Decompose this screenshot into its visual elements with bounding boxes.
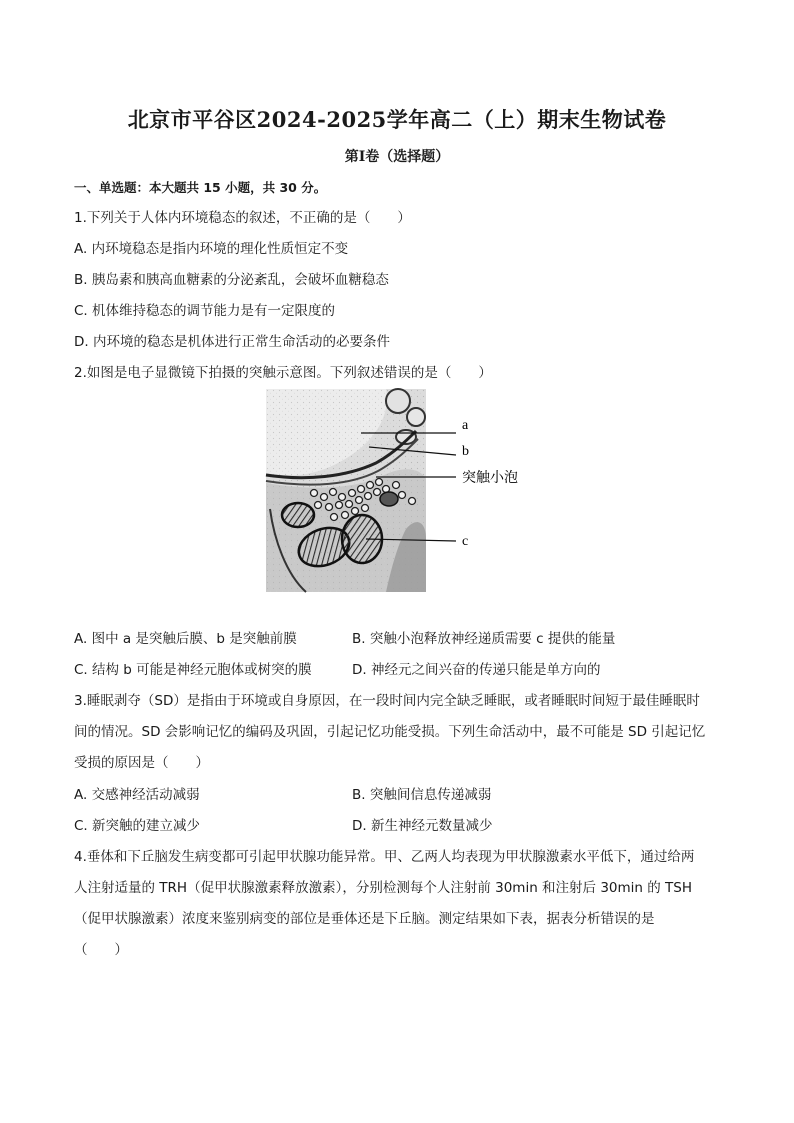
q4-stem-line-4: （ ） (74, 942, 128, 958)
q2-stem: 2.如图是电子显微镜下拍摄的突触示意图。下列叙述错误的是（ ） (74, 365, 492, 381)
exam-title: 北京市平谷区2024-2025学年高二（上）期末生物试卷 (127, 107, 667, 132)
q1-stem: 1.下列关于人体内环境稳态的叙述，不正确的是（ ） (74, 210, 411, 226)
q4-stem-line-3: （促甲状腺激素）浓度来鉴别病变的部位是垂体还是下丘脑。测定结果如下表，据表分析错误的是 (74, 911, 655, 927)
synapse-micrograph (266, 389, 518, 592)
volume-subtitle: 第I卷（选择题） (344, 149, 450, 165)
q2-option-d: D. 神经元之间兴奋的传递只能是单方向的 (352, 662, 601, 678)
q3-stem-line-3: 受损的原因是（ ） (74, 755, 209, 771)
q4-stem-line-2: 人注射适量的 TRH（促甲状腺激素释放激素），分别检测每个人注射前 30min 和注射后 30min 的 TSH (74, 880, 693, 896)
section-heading: 一、单选题：本大题共 15 小题，共 30 分。 (74, 180, 327, 195)
q1-option-b: B. 胰岛素和胰高血糖素的分泌紊乱，会破坏血糖稳态 (74, 272, 389, 288)
label-a: a (462, 418, 469, 433)
q3-option-a: A. 交感神经活动减弱 (74, 787, 200, 803)
q4-stem-line-1: 4.垂体和下丘脑发生病变都可引起甲状腺功能异常。甲、乙两人均表现为甲状腺激素水平低下，通过给两 (74, 849, 695, 865)
q1-option-c: C. 机体维持稳态的调节能力是有一定限度的 (74, 303, 336, 319)
q2-option-c: C. 结构 b 可能是神经元胞体或树突的膜 (74, 662, 312, 678)
label-vesicle: 突触小泡 (462, 470, 518, 486)
q2-option-b: B. 突触小泡释放神经递质需要 c 提供的能量 (352, 631, 616, 647)
label-c: c (462, 534, 469, 549)
label-b: b (462, 444, 469, 459)
q3-option-c: C. 新突触的建立减少 (74, 818, 201, 834)
q2-option-a: A. 图中 a 是突触后膜、b 是突触前膜 (74, 631, 297, 647)
q3-stem-line-1: 3.睡眠剥夺（SD）是指由于环境或自身原因，在一段时间内完全缺乏睡眠，或者睡眠时间短于最佳睡眠时 (74, 693, 700, 709)
q1-option-a: A. 内环境稳态是指内环境的理化性质恒定不变 (74, 241, 349, 257)
q3-option-b: B. 突触间信息传递减弱 (352, 787, 492, 803)
q1-option-d: D. 内环境的稳态是机体进行正常生命活动的必要条件 (74, 334, 390, 350)
q3-stem-line-2: 间的情况。SD 会影响记忆的编码及巩固，引起记忆功能受损。下列生命活动中，最不可能是 SD 引起记忆 (74, 724, 706, 740)
q3-option-d: D. 新生神经元数量减少 (352, 818, 493, 834)
